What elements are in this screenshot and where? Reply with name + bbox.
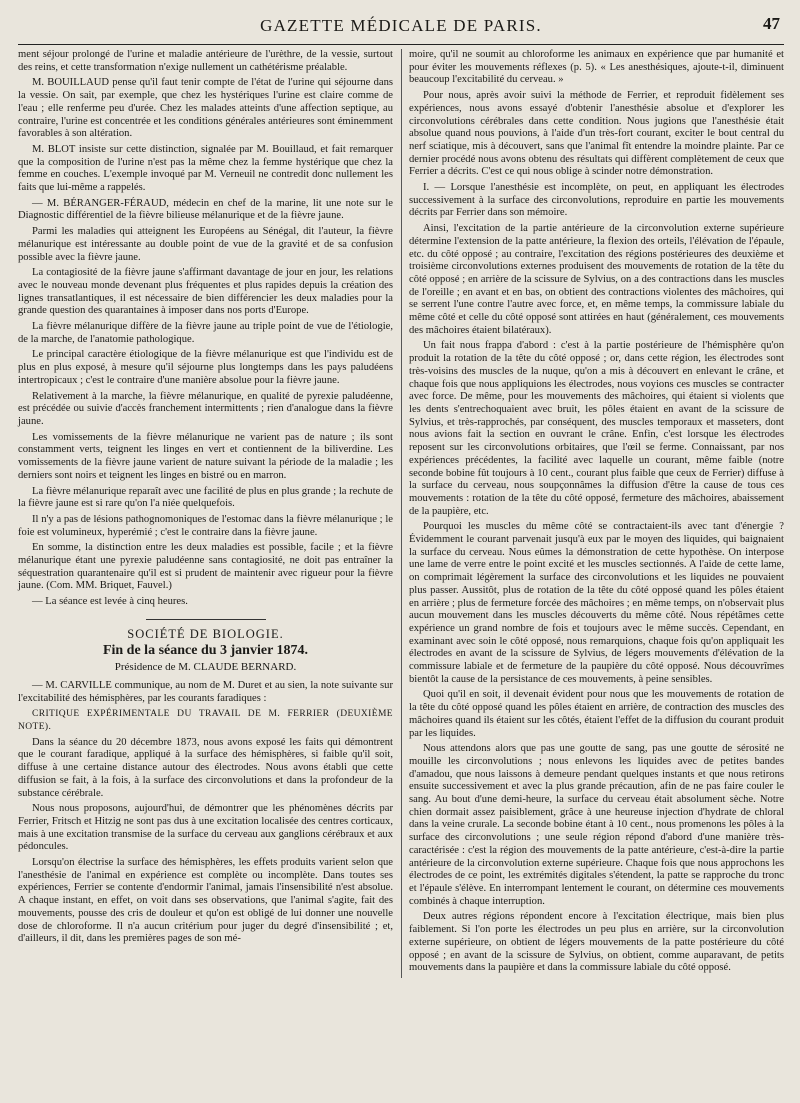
paragraph: La fièvre mélanurique diffère de la fièvre jaune au triple point de vue de l'étiologie, de la marche, de l'anatomie pathologique. [18, 321, 393, 345]
column-divider [401, 49, 402, 978]
paragraph: Les vomissements de la fièvre mélanurique ne varient pas de nature ; ils sont constamment verts, teignent les linges en vert et contiennent de la biliverdine. Les vomissements de la fièvre jaune varient de nature suivant la période de la maladie ; les derniers sont noirs et teignent les linges en bistré ou en marron. [18, 431, 393, 481]
paragraph: Relativement à la marche, la fièvre mélanurique, en qualité de pyrexie paludéenne, est précédée ou suivie d'accès franchement intermittents ; rien d'analogue dans la fièvre jaune. [18, 390, 393, 427]
paragraph: M. BOUILLAUD pense qu'il faut tenir compte de l'état de l'urine qui séjourne dans la vessie. On sait, par exemple, que chez les hystériques l'urine est claire comme de l'eau ; elle renferme peu d'urée. Chez les malades atteints d'une affection septique, au contraire, l'urine est concentrée et les conditions générales antérieures sont éminemment favorables à son altération. [18, 77, 393, 140]
page-header [18, 10, 784, 45]
section-divider [146, 619, 266, 620]
paragraph: En somme, la distinction entre les deux maladies est possible, facile ; et la fièvre mélanurique étant une pyrexie paludéenne sans contagiosité, ne doit pas entraîner la séquestration quarantenaire qu'il est si prudent de maintenir avec rigueur pour la fièvre jaune. (Com. MM. Briquet, Fauvel.) [18, 542, 393, 592]
paragraph: Nous attendons alors que pas une goutte de sang, pas une goutte de sérosité ne mouille les circonvolutions ; nous enlevons les liquides avec de petites bandes d'amadou, que nous laissons à demeure pendant quelques instants et que nous retirons ensuite successivement et avec la plus grande précaution, afin de ne pas faire couler le sang. Au bout d'une demi-heure, la surface du cerveau était absolument sèche. Notre chien dormait assez paisiblement, grâce à une heureuse injection d'hydrate de chloral dans la veine crurale. La seconde bobine étant à 10 cent., nous promenons les pôles à la surface des circonvolutions ; une seule région répond d'abord d'une manière très-caractérisée : c'est la région des mouvements de la patte antérieure, c'est-à-dire la partie antérieure de la circonvolution externe supérieure. Chaque fois que nous approchons les électrodes de ce point, les extrémités digitales s'étendent, la patte se rapproche du tronc et l'épaule s'élève. En interrompant lentement le courant, on détermine ces mouvements combinés à chaque interruption. [409, 743, 784, 907]
paragraph: Le principal caractère étiologique de la fièvre mélanurique est que l'individu est de plus en plus exposé, à mesure qu'il séjourne plus longtemps dans les pays paludéens intertropicaux ; c'est le contraire d'une manière absolue pour la fièvre jaune. [18, 349, 393, 386]
society-heading: SOCIÉTÉ DE BIOLOGIE. [127, 626, 284, 641]
paragraph: M. BLOT insiste sur cette distinction, signalée par M. Bouillaud, et fait remarquer que la composition de l'urine n'est pas la même chez la femme hystérique que chez la femme en couches. L'exemple invoqué par M. Verneuil ne contredit donc nullement les faits que lui-même a rappelés. [18, 143, 393, 194]
paragraph: Ainsi, l'excitation de la partie antérieure de la circonvolution externe supérieure détermine l'extension de la patte antérieure, la flexion des orteils, l'élévation de l'épaule, etc. du côté opposé ; au contraire, l'excitation des régions postérieures des deuxième et troisième circonvolutions externes produisent des mouvements de rotation de la tête du côté opposé ; en arrière de la scissure de Sylvius, on a des contractions dans les muscles de l'oreille ; en avant et en bas, on obtient des contractions violentes des mâchoires, qui se serrent l'une contre l'autre avec force, et, en même temps, la commissure labiale du même côté et celle du côté opposé sont attirées en haut (généralement, ces mouvements des mâchoires étaient bilatéraux). [409, 223, 784, 336]
paragraph: Pourquoi les muscles du même côté se contractaient-ils avec tant d'énergie ? Évidemment le courant parvenait jusqu'à eux par le moyen des liquides, qui baignaient la surface du cerveau. Nous eûmes la démonstration de cette hypothèse. On interpose une lame de verre entre le point excité et les muscles sectionnés. A l'aide de cette lame, on comprimait légèrement la surface des circonvolutions et les liquides ne pouvaient plus passer. Aussitôt, plus de rotation de la tête du côté opposé quand les pôles étaient en arrière ; plus de fermeture forcée des mâchoires ; en même temps, on n'observait plus aucun mouvement dans les muscles découverts du même côté. Nous répétâmes cette expérience un grand nombre de fois et toujours avec le même succès. Cependant, en examinant avec soin le côté opposé, nous remarquions, chaque fois qu'on appliquait les électrodes en avant de la scissure de Sylvius, de légers mouvements d'élévation de la commissure labiale et de fermeture de la paupière du côté opposé. Nous découvrîmes bientôt la cause de la persistance de ces mouvements, à peine sensibles. [409, 521, 784, 685]
paragraph: La contagiosité de la fièvre jaune s'affirmant davantage de jour en jour, les relations avec le nouveau monde devenant plus fréquentes et plus rapides depuis la création des lignes transatlantiques, il est nécessaire de bien différencier les deux maladies pour la grande question des quarantaines à imposer dans nos ports d'Europe. [18, 267, 393, 317]
note-title: CRITIQUE EXPÉRIMENTALE DU TRAVAIL DE M. FERRIER (DEUXIÈME NOTE). [18, 709, 393, 733]
paragraph: Quoi qu'il en soit, il devenait évident pour nous que les mouvements de rotation de la tête du côté opposé quand les pôles étaient en arrière, de contraction des muscles des mâchoires quand ils étaient sur les côtés, étaient l'effet de la diffusion du courant produit par les liquides. [409, 689, 784, 739]
paragraph: ment séjour prolongé de l'urine et maladie antérieure de l'urèthre, de la vessie, surtout des reins, et cette transformation n'exige nullement un cathétérisme préalable. [18, 49, 393, 73]
paragraph: moire, qu'il ne soumit au chloroforme les animaux en expérience que par humanité et pour éviter les mouvements réflexes (p. 5). « Les anesthésiques, ajoute-t-il, diminuent beaucoup l'excitabilité du cerveau. » [409, 49, 784, 86]
paragraph: Nous nous proposons, aujourd'hui, de démontrer que les phénomènes décrits par Ferrier, Fritsch et Hitzig ne sont pas dus à une excitation localisée des centres corticaux, mais à une excitation transmise de la surface du cerveau aux ganglions cérébraux et aux pédoncules. [18, 803, 393, 853]
paragraph: — M. BÉRANGER-FÉRAUD, médecin en chef de la marine, lit une note sur le Diagnostic différentiel de la fièvre bilieuse mélanurique et de la fièvre jaune. [18, 197, 393, 222]
running-title: GAZETTE MÉDICALE DE PARIS. [260, 16, 542, 35]
paragraph: I. — Lorsque l'anesthésie est incomplète, on peut, en appliquant les électrodes successivement à la surface des circonvolutions, reproduire en partie les mouvements décrits par Ferrier dans son mémoire. [409, 182, 784, 219]
paragraph: La fièvre mélanurique reparaît avec une facilité de plus en plus grande ; la rechute de la fièvre jaune est si rare qu'on l'a niée quelquefois. [18, 485, 393, 510]
page-number: 47 [763, 14, 780, 33]
paragraph: — M. CARVILLE communique, au nom de M. Duret et au sien, la note suivante sur l'excitabilité des hémisphères, par les courants faradiques : [18, 679, 393, 704]
presidency-line: Présidence de M. CLAUDE BERNARD. [114, 661, 297, 674]
paragraph: Parmi les maladies qui atteignent les Européens au Sénégal, dit l'auteur, la fièvre mélanurique est intéressante au double point de vue de la gravité et de sa confusion possible avec la fièvre jaune. [18, 226, 393, 263]
paragraph: Dans la séance du 20 décembre 1873, nous avons exposé les faits qui démontrent que le courant faradique, appliqué à la surface des hémisphères, si faible qu'il soit, diffuse à une certaine distance autour des électrodes. Nous avons établi que cette diffusion se fait, à la fois, à la surface des circonvolutions et dans la profondeur de la substance cérébrale. [18, 736, 393, 799]
paragraph: Un fait nous frappa d'abord : c'est à la partie postérieure de l'hémisphère qu'on produit la rotation de la tête du côté opposé ; or, dans cette région, les électrodes sont très-voisins des muscles de la nuque, qu'on a mis à découvert en enlevant le crâne, et chaque fois que nous appliquions les électrodes, nous voyions ces muscles se contracter avec force. De même, pour les mouvements des mâchoires, qui étaient si violents que les dents s'entrechoquaient avec bruit, les pôles étaient en avant de la scissure de Sylvius, et très-rapprochés, par conséquent, des muscles temporaux et masseters, dont nous avions fait la section en ouvrant le crâne. Enfin, c'est lorsque les électrodes reposent sur les circonvolutions orbitaires, que l'œil se ferme. Connaissant, par nos expériences précédentes, la facilité avec laquelle un courant, même faible (notre seconde bobine fût toujours à 10 cent., courant plus faible que ceux de Ferrier) diffuse à la surface du cerveau, nous soupçonnâmes la diffusion d'être la cause de tous ces mouvements : rotation de la tête du côté opposé, fermeture des mâchoires, abaissement de la paupière, etc. [409, 340, 784, 517]
paragraph: — La séance est levée à cinq heures. [32, 596, 188, 608]
right-column [409, 49, 784, 978]
left-column [18, 49, 393, 978]
paragraph: Lorsqu'on électrise la surface des hémisphères, les effets produits varient selon que l'anesthésie de l'animal en expérience est complète ou incomplète. Dans toutes ses expériences, Ferrier se contente d'endormir l'animal, jamais l'insensibilité n'est absolue. A chaque instant, en effet, on voit dans ses observations, que l'animal s'agite, fait des mouvements, pousse des cris de douleur et qu'on est obligé de lui donner une nouvelle dose de chloroforme. Il n'a aucun critérium pour juger du degré d'insensibilité ; et, d'ailleurs, il dit, dans les premières pages de son mé- [18, 857, 393, 945]
paragraph: Il n'y a pas de lésions pathognomoniques de l'estomac dans la fièvre mélanurique ; le foie est volumineux, hyperémié ; c'est le contraire dans la fièvre jaune. [18, 513, 393, 538]
session-heading: Fin de la séance du 3 janvier 1874. [102, 642, 309, 658]
paragraph: Pour nous, après avoir suivi la méthode de Ferrier, et reproduit fidèlement ses expériences, nous avons essayé d'obtenir l'anesthésie absolue et d'explorer les circonvolutions cérébrales dans cette condition. Nous jugions que l'anesthésie était absolue quand nous pouvions, à l'aide d'un très-fort courant, exciter le bout central du nerf sciatique, mis à découvert, sans que l'animal fît entendre la moindre plainte. Par ce dernier procédé nous avons obtenu des résultats qui diffèrent complètement de ceux que Ferrier a décrits. C'est ce qui nous oblige à scinder notre démonstration. [409, 90, 784, 178]
columns [18, 49, 784, 978]
paragraph: Deux autres régions répondent encore à l'excitation électrique, mais bien plus faiblement. Si l'on porte les électrodes un peu plus en arrière, sur la circonvolution externe supérieure, on obtient de légers mouvements de la patte postérieure du côté opposé ; en avant de la scissure de Sylvius, on obtient, comme auparavant, de petits mouvements dans la paupière et dans la commissure labiale du côté opposé. [409, 911, 784, 974]
